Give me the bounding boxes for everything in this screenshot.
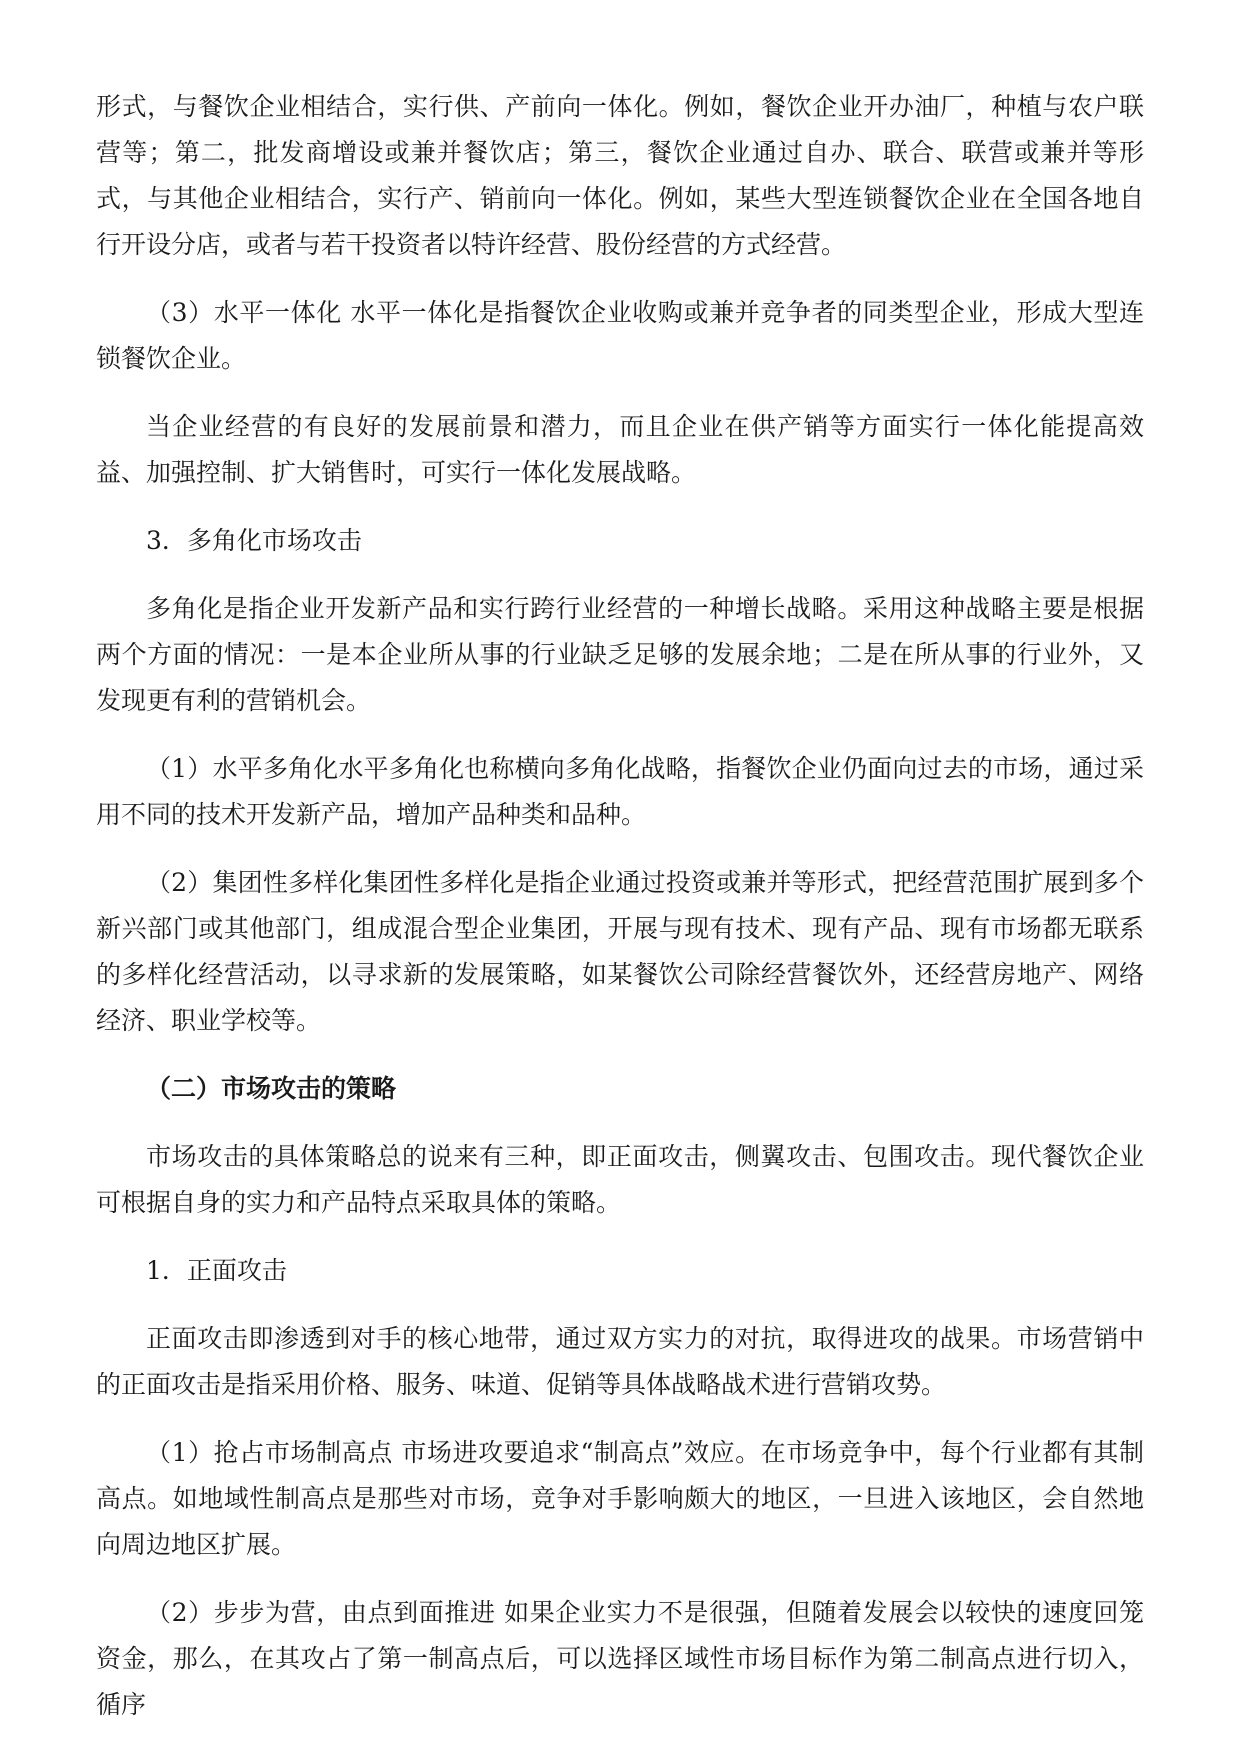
document-page xyxy=(96,84,1144,1750)
paragraph-integration-forms: 形式，与餐饮企业相结合，实行供、产前向一体化。例如，餐饮企业开办油厂，种植与农户联营等；第二，批发商增设或兼并餐饮店；第三，餐饮企业通过自办、联合、联营或兼并等形式，与其他企业相结合，实行产、销前向一体化。例如，某些大型连锁餐饮企业在全国各地自行开设分店，或者与若干投资者以特许经营、股份经营的方式经营。 xyxy=(96,92,1144,259)
paragraph-horizontal-integration: （3）水平一体化 水平一体化是指餐饮企业收购或兼并竞争者的同类型企业，形成大型连锁餐饮企业。 xyxy=(96,298,1144,373)
paragraph-frontal-attack-definition: 正面攻击即渗透到对手的核心地带，通过双方实力的对抗，取得进攻的战果。市场营销中的正面攻击是指采用价格、服务、味道、促销等具体战略战术进行营销攻势。 xyxy=(96,1324,1144,1399)
section-heading-diversification: 3．多角化市场攻击 xyxy=(146,526,362,555)
paragraph-horizontal-diversification: （1）水平多角化水平多角化也称横向多角化战略，指餐饮企业仍面向过去的市场，通过采用不同的技术开发新产品，增加产品种类和品种。 xyxy=(96,754,1144,829)
paragraph-diversification-definition: 多角化是指企业开发新产品和实行跨行业经营的一种增长战略。采用这种战略主要是根据两个方面的情况：一是本企业所从事的行业缺乏足够的发展余地；二是在所从事的行业外，又发现更有利的营销机会。 xyxy=(96,594,1144,715)
paragraph-integration-conditions: 当企业经营的有良好的发展前景和潜力，而且企业在供产销等方面实行一体化能提高效益、加强控制、扩大销售时，可实行一体化发展战略。 xyxy=(96,412,1144,487)
paragraph-conglomerate-diversification: （2）集团性多样化集团性多样化是指企业通过投资或兼并等形式，把经营范围扩展到多个新兴部门或其他部门，组成混合型企业集团，开展与现有技术、现有产品、现有市场都无联系的多样化经营活动，以寻求新的发展策略，如某餐饮公司除经营餐饮外，还经营房地产、网络经济、职业学校等。 xyxy=(96,868,1144,1035)
section-heading-frontal-attack: 1．正面攻击 xyxy=(146,1256,287,1285)
paragraph-seize-high-ground: （1）抢占市场制高点 市场进攻要追求“制高点”效应。在市场竞争中，每个行业都有其制高点。如地域性制高点是那些对市场，竞争对手影响颇大的地区，一旦进入该地区，会自然地向周边地区扩展。 xyxy=(96,1438,1144,1559)
section-heading-attack-strategies: （二）市场攻击的策略 xyxy=(146,1074,397,1103)
paragraph-attack-strategies-overview: 市场攻击的具体策略总的说来有三种，即正面攻击，侧翼攻击、包围攻击。现代餐饮企业可根据自身的实力和产品特点采取具体的策略。 xyxy=(96,1142,1144,1217)
paragraph-step-by-step: （2）步步为营，由点到面推进 如果企业实力不是很强，但随着发展会以较快的速度回笼资金，那么，在其攻占了第一制高点后，可以选择区域性市场目标作为第二制高点进行切入，循序 xyxy=(96,1598,1144,1719)
